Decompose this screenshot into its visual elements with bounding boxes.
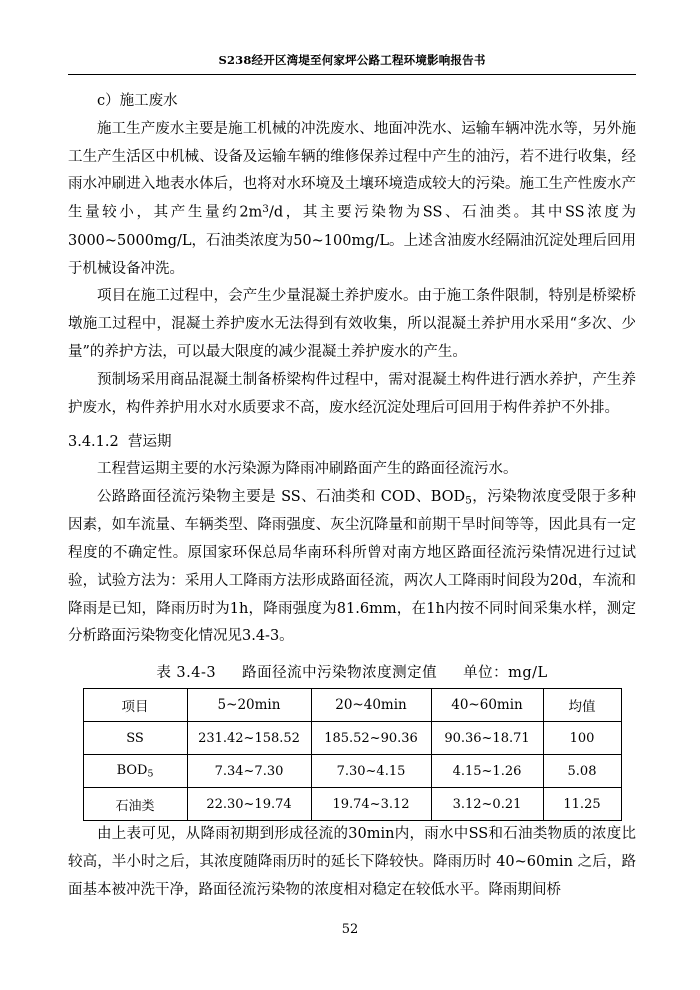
- section-heading-operation: [68, 429, 636, 457]
- row-label: [83, 722, 187, 755]
- column-header: 均值: [543, 689, 621, 722]
- paragraph-text-a: 公路路面径流污染物主要是 SS、石油类和 COD、BOD: [97, 489, 466, 506]
- paragraph-text-b: ，污染物浓度受限于多种因素，如车流量、车辆类型、降雨强度、灰尘沉降量和前期干旱时间等等，因此具有一定程度的不确定性。原国家环保总局华南环科所曾对南方地区路面径流污染情况进行过试验，试验方法为：采用人工降雨方法形成路面径流，两次人工降雨时间段为20d，车流和降雨是已知，降雨历时为1h，降雨强度为81.6mm，在1h内按不同时间采集水样，测定分析路面污染物变化情况见3.4-3。: [68, 489, 636, 645]
- page-number: 52: [341, 922, 359, 937]
- table-row: [83, 755, 621, 788]
- row-label-subscript: 5: [147, 768, 154, 780]
- table-caption-label: 表 3.4-3: [156, 665, 217, 682]
- table-cell: 19.74~3.12: [311, 788, 431, 821]
- table-header-row: [83, 689, 621, 722]
- column-header: 5~20min: [187, 689, 311, 722]
- paragraph-concrete-curing: 项目在施工过程中，会产生少量混凝土养护废水。由于施工条件限制，特别是桥梁桥墩施工过程中，混凝土养护废水无法得到有效收集，所以混凝土养护用水采用“多次、少量”的养护方法，可以最大限度的减少混凝土养护废水的产生。: [68, 288, 636, 361]
- page-content: [68, 88, 636, 905]
- paragraph-text-a: 施工生产废水主要是施工机械的冲洗废水、地面冲洗水、运输车辆冲洗水等，另外施工生产生活区中机械、设备及运输车辆的维修保养过程中产生的油污，若不进行收集，经雨水冲刷进入地表水体后，也将对水环境及土壤环境造成较大的污染。施工生产性废水产生量较小，其产生量约2m: [68, 120, 636, 221]
- cubic-meter-superscript: 3: [262, 203, 269, 216]
- section-title: 营运期: [127, 433, 172, 450]
- table-cell: 4.15~1.26: [431, 755, 543, 788]
- column-header: 40~60min: [431, 689, 543, 722]
- runoff-concentration-table: [83, 688, 622, 821]
- table-cell: 22.30~19.74: [187, 788, 311, 821]
- table-cell: 11.25: [543, 788, 621, 821]
- column-header: 项目: [83, 689, 187, 722]
- table-row: [83, 722, 621, 755]
- page-header: S238经开区湾堤至何家坪公路工程环境影响报告书: [218, 53, 486, 67]
- row-label-text: 石油类: [115, 798, 155, 814]
- row-label-text: BOD: [116, 763, 148, 779]
- section-number: 3.4.1.2: [68, 433, 119, 450]
- paragraph-text-b: /d，其主要污染物为SS、石油类。其中SS浓度为3000~5000mg/L，石油类浓度为50~100mg/L。上述含油废水经隔油沉淀处理后回用于机械设备冲洗。: [68, 205, 636, 277]
- row-label-text: SS: [126, 730, 144, 746]
- table-cell: 231.42~158.52: [187, 722, 311, 755]
- row-label: [83, 755, 187, 788]
- paragraph-precast-yard: 预制场采用商品混凝土制备桥梁构件过程中，需对混凝土构件进行洒水养护，产生养护废水，构件养护用水对水质要求不高，废水经沉淀处理后可回用于构件养护不外排。: [68, 371, 636, 416]
- table-row: [83, 788, 621, 821]
- table-cell: 185.52~90.36: [311, 722, 431, 755]
- table-caption: [68, 661, 636, 682]
- paragraph-construction-wastewater: [68, 116, 636, 284]
- paragraph-runoff-pollutants: [68, 484, 636, 651]
- header-divider: [68, 74, 636, 75]
- bod-subscript: 5: [465, 494, 472, 507]
- heading-c: c）施工废水: [97, 93, 178, 109]
- table-cell: 7.30~4.15: [311, 755, 431, 788]
- table-cell: 7.34~7.30: [187, 755, 311, 788]
- paragraph-operation-source: 工程营运期主要的水污染源为降雨冲刷路面产生的路面径流污水。: [97, 461, 518, 478]
- table-cell: 90.36~18.71: [431, 722, 543, 755]
- table-cell: 3.12~0.21: [431, 788, 543, 821]
- table-cell: 5.08: [543, 755, 621, 788]
- table-caption-title: 路面径流中污染物浓度测定值: [242, 665, 438, 682]
- column-header: 20~40min: [311, 689, 431, 722]
- paragraph-table-discussion: 由上表可见，从降雨初期到形成径流的30min内，雨水中SS和石油类物质的浓度比较高，半小时之后，其浓度随降雨历时的延长下降较快。降雨历时 40~60min 之后，路面基本被冲洗干净，路面径流污染物的浓度相对稳定在较低水平。降雨期间桥: [68, 826, 636, 898]
- table-cell: 100: [543, 722, 621, 755]
- row-label: [83, 788, 187, 821]
- table-caption-unit: 单位：mg/L: [463, 665, 548, 682]
